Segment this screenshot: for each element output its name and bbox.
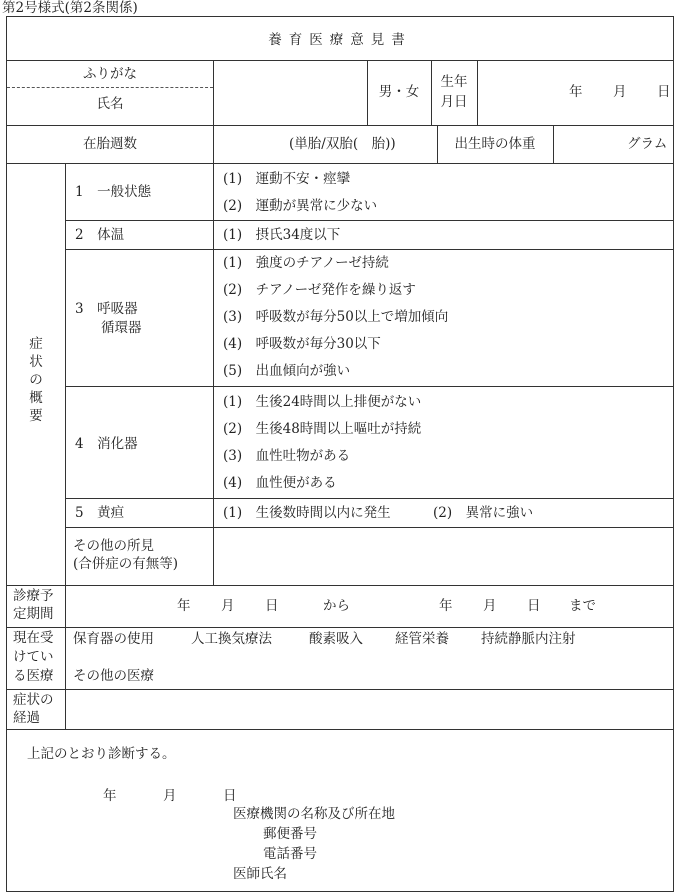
birthdate-label-line2: 月日 [440, 94, 468, 110]
birth-month-unit: 月 [613, 84, 627, 100]
progress-label-line1: 症状の [13, 692, 54, 708]
period-label-line2: 定期間 [13, 606, 54, 622]
weight-unit: グラム [627, 136, 668, 152]
side-char: 症 [29, 336, 43, 352]
side-char: 概 [29, 390, 43, 406]
birth-multiplicity: (単胎/双胎( 胎)) [289, 136, 396, 152]
complications-label: (合併症の有無等) [73, 556, 179, 572]
side-char: 要 [29, 408, 43, 424]
period-end-month: 月 [483, 598, 497, 614]
side-char: 状 [29, 354, 43, 370]
medical-opinion-form [6, 16, 674, 892]
care-item-tube-feeding[interactable]: 経管栄養 [395, 631, 449, 647]
sex-selector[interactable]: 男・女 [378, 84, 420, 100]
care-item-other[interactable]: その他の医療 [73, 668, 154, 684]
digestive-item: (3) 血性吐物がある [223, 448, 351, 464]
period-start-year: 年 [177, 598, 191, 614]
furigana-label: ふりがな [83, 66, 137, 82]
temperature-label: 2 体温 [75, 227, 125, 243]
respiratory-item: (4) 呼吸数が毎分30以下 [223, 336, 381, 352]
care-item-ventilation[interactable]: 人工換気療法 [191, 631, 272, 647]
birth-day-unit: 日 [657, 84, 671, 100]
side-char: の [29, 372, 43, 388]
other-findings-field[interactable] [214, 528, 672, 584]
respiratory-label: 3 呼吸器 [75, 301, 138, 317]
digestive-item: (4) 血性便がある [223, 475, 337, 491]
digestive-item: (2) 生後48時間以上嘔吐が持続 [223, 421, 422, 437]
footer-year: 年 [103, 788, 117, 804]
form-number-label: 第2号様式(第2条関係) [2, 0, 138, 16]
diagnosis-statement: 上記のとおり診断する。 [27, 746, 176, 762]
care-item-incubator[interactable]: 保育器の使用 [73, 631, 154, 647]
digestive-item: (1) 生後24時間以上排便がない [223, 394, 422, 410]
period-to: まで [569, 598, 596, 614]
general-item: (1) 運動不安・痙攣 [223, 171, 351, 187]
form-title: 養育医療意見書 [268, 32, 412, 48]
general-item: (2) 運動が異常に少ない [223, 198, 378, 214]
jaundice-item: (1) 生後数時間以内に発生 [223, 505, 391, 521]
digestive-label: 4 消化器 [75, 436, 138, 452]
respiratory-item: (2) チアノーゼ発作を繰り返す [223, 282, 416, 298]
footer-day: 日 [223, 788, 237, 804]
birth-weight-label: 出生時の体重 [454, 136, 536, 152]
jaundice-item: (2) 異常に強い [433, 505, 534, 521]
doctor-name-label: 医師氏名 [233, 866, 287, 882]
footer-month: 月 [163, 788, 177, 804]
period-end-day: 日 [527, 598, 541, 614]
respiratory-item: (1) 強度のチアノーゼ持続 [223, 255, 389, 271]
temperature-item: (1) 摂氏34度以下 [223, 227, 341, 243]
current-care-label-line1: 現在受 [13, 630, 54, 646]
gestation-weeks-label: 在胎週数 [83, 136, 137, 152]
birth-year-unit: 年 [569, 84, 583, 100]
postal-code-label: 郵便番号 [263, 826, 317, 842]
period-end-year: 年 [439, 598, 453, 614]
current-care-label-line3: る医療 [13, 668, 54, 684]
birthdate-label-line1: 生年 [440, 74, 468, 90]
period-label-line1: 診療予 [13, 588, 54, 604]
phone-label: 電話番号 [263, 846, 317, 862]
circulatory-label: 循環器 [101, 320, 142, 336]
name-field[interactable] [214, 61, 366, 124]
period-from: から [323, 598, 350, 614]
period-start-month: 月 [221, 598, 235, 614]
name-label: 氏名 [96, 96, 124, 112]
care-item-iv-infusion[interactable]: 持続静脈内注射 [481, 631, 576, 647]
current-care-label-line2: けてい [13, 649, 54, 665]
respiratory-item: (3) 呼吸数が毎分50以上で増加傾向 [223, 309, 449, 325]
period-start-day: 日 [265, 598, 279, 614]
progress-label-line2: 経過 [13, 710, 40, 726]
care-item-oxygen[interactable]: 酸素吸入 [309, 631, 363, 647]
respiratory-item: (5) 出血傾向が強い [223, 363, 351, 379]
other-findings-label: その他の所見 [73, 538, 154, 554]
general-condition-label: 1 一般状態 [75, 184, 152, 200]
progress-field[interactable] [66, 690, 672, 728]
jaundice-label: 5 黄疸 [75, 505, 125, 521]
institution-label: 医療機関の名称及び所在地 [233, 806, 395, 822]
